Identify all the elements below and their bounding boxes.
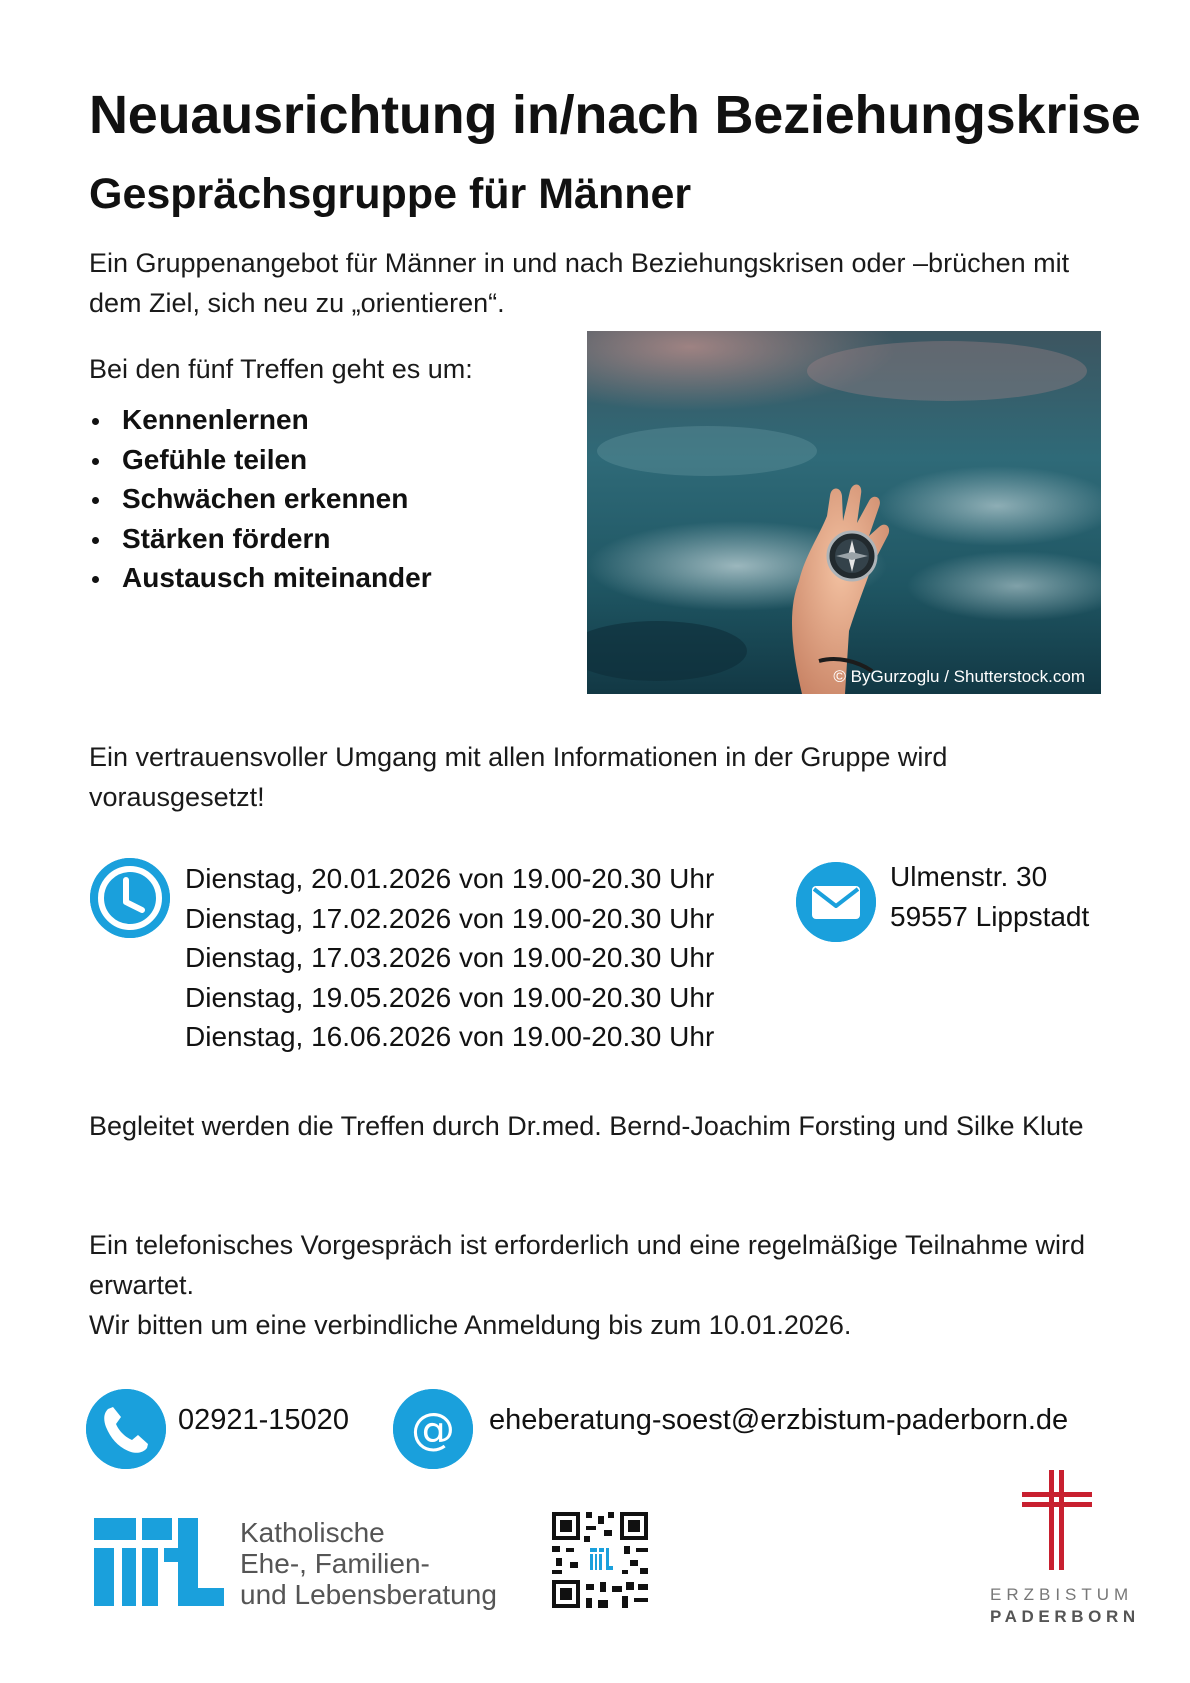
efl-text xyxy=(240,1517,497,1610)
date-item: Dienstag, 19.05.2026 von 19.00-20.30 Uhr xyxy=(185,981,715,1013)
date-item: Dienstag, 16.06.2026 von 19.00-20.30 Uhr xyxy=(185,1021,715,1052)
intro-text: Ein Gruppenangebot für Männer in und nach Beziehungskrisen oder –brüchen mit dem Ziel, sich neu zu „orientieren“. xyxy=(89,248,1070,318)
paderborn-label: PADERBORN xyxy=(990,1607,1140,1626)
at-icon xyxy=(393,1389,473,1469)
compass-photo xyxy=(587,331,1101,694)
cross-icon xyxy=(1022,1470,1092,1575)
address xyxy=(890,857,1089,936)
list-item: Austausch miteinander xyxy=(89,558,432,598)
mail-icon xyxy=(796,862,876,942)
date-item: Dienstag, 20.01.2026 von 19.00-20.30 Uhr xyxy=(185,863,715,894)
qr-code[interactable] xyxy=(552,1512,648,1613)
confidentiality-note: Ein vertrauensvoller Umgang mit allen Informationen in der Gruppe wird vorausgesetzt! xyxy=(89,742,948,812)
clock-icon xyxy=(90,858,170,938)
date-item: Dienstag, 17.02.2026 von 19.00-20.30 Uhr xyxy=(185,902,715,934)
efl-line-3: und Lebensberatung xyxy=(240,1579,497,1610)
efl-line-2: Ehe-, Familien- xyxy=(240,1548,430,1579)
registration-text xyxy=(89,1225,1139,1345)
topics-intro: Bei den fünf Treffen geht es um: xyxy=(89,354,473,384)
address-street: Ulmenstr. 30 xyxy=(890,861,1048,892)
efl-logo xyxy=(94,1518,224,1611)
list-item: Kennenlernen xyxy=(89,400,432,440)
phone-icon xyxy=(86,1389,166,1469)
page-subtitle: Gesprächsgruppe für Männer xyxy=(89,170,692,218)
compass-hand-image xyxy=(587,331,1101,694)
list-item: Schwächen erkennen xyxy=(89,479,432,519)
meeting-dates xyxy=(185,859,714,1057)
svg-text:@: @ xyxy=(411,1404,455,1455)
list-item: Gefühle teilen xyxy=(89,440,432,480)
registration-line-1: Ein telefonisches Vorgespräch ist erforderlich und eine regelmäßige Teilnahme wird erwartet. xyxy=(89,1230,1086,1300)
efl-line-1: Katholische xyxy=(240,1517,385,1548)
photo-credit: © ByGurzoglu / Shutterstock.com xyxy=(833,667,1085,686)
date-item: Dienstag, 17.03.2026 von 19.00-20.30 Uhr xyxy=(185,942,715,973)
address-city: 59557 Lippstadt xyxy=(890,900,1090,932)
topics-list xyxy=(89,400,432,598)
email-link[interactable]: eheberatung-soest@erzbistum-paderborn.de xyxy=(489,1404,1069,1436)
erzbistum-label: ERZBISTUM xyxy=(990,1585,1134,1604)
phone-number[interactable]: 02921-15020 xyxy=(178,1404,349,1436)
registration-line-2: Wir bitten um eine verbindliche Anmeldung bis zum 10.01.2026. xyxy=(89,1310,852,1340)
page-title: Neuausrichtung in/nach Beziehungskrise xyxy=(89,85,1141,145)
companions-text: Begleitet werden die Treffen durch Dr.med. Bernd-Joachim Forsting und Silke Klute xyxy=(89,1111,1084,1141)
list-item: Stärken fördern xyxy=(89,519,432,559)
